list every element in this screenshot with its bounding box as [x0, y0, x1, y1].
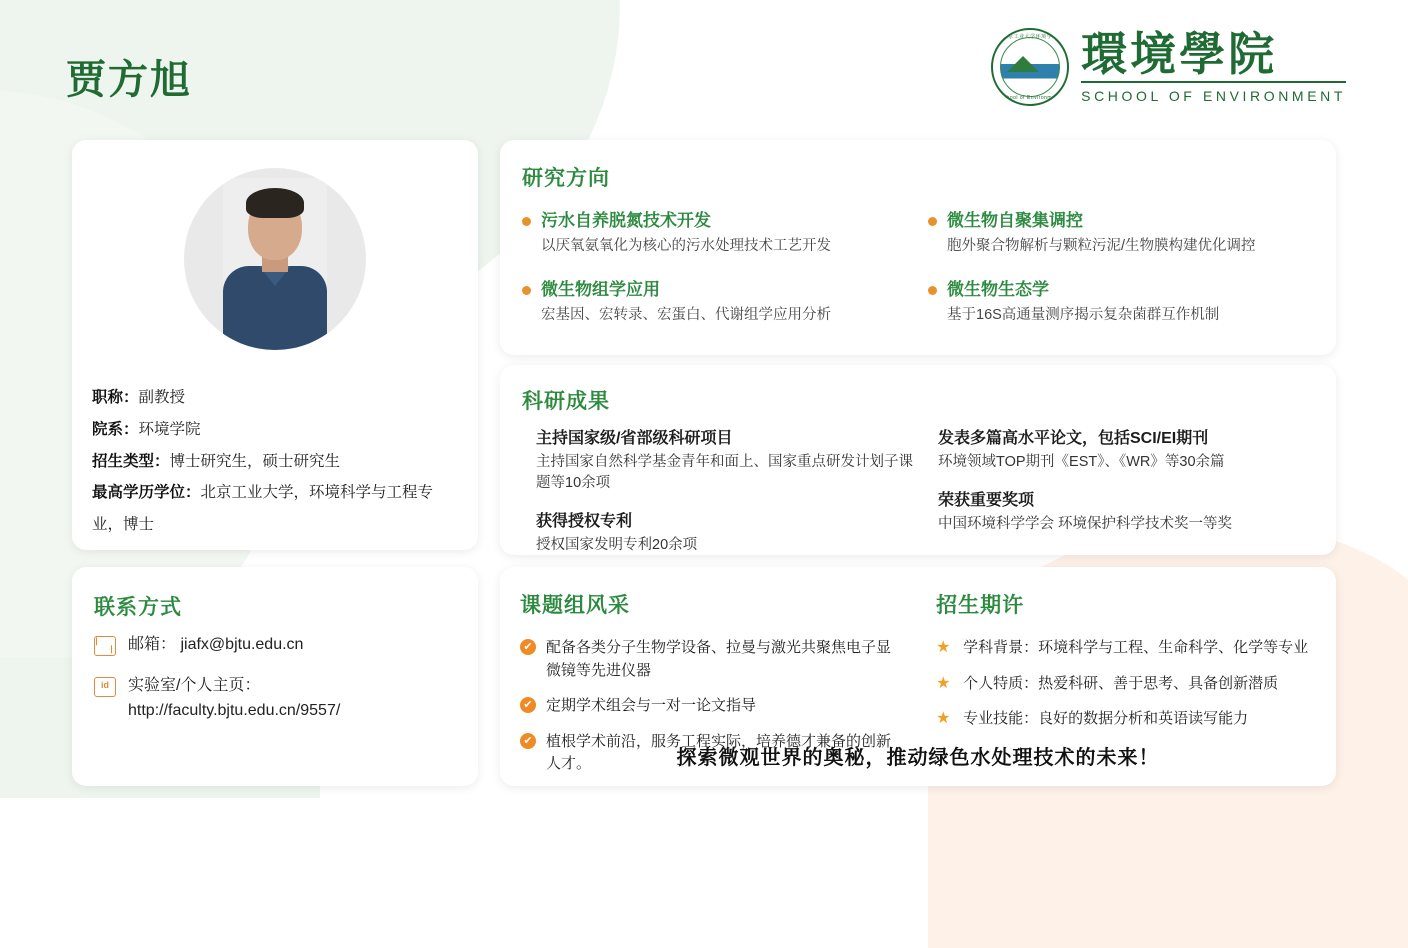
school-seal-icon — [991, 28, 1069, 106]
research-item-head — [522, 275, 910, 300]
research-item — [522, 275, 910, 327]
achievement-item — [938, 487, 1316, 535]
logo-english-name: SCHOOL OF ENVIRONMENT — [1081, 88, 1346, 104]
research-item-desc: 基于16S高通量测序揭示复杂菌群互作机制 — [947, 306, 1220, 323]
profile-label-education: 最高学历学位： — [92, 484, 201, 502]
profile-value-education: 北京工业大学，环境科学与工程专业，博士 — [92, 484, 434, 534]
contact-card-title: 联系方式 — [94, 596, 182, 619]
achievement-item — [536, 508, 914, 556]
mail-icon — [94, 636, 116, 656]
achievement-desc: 中国环境科学学会 环境保护科学技术奖一等奖 — [938, 516, 1233, 533]
expectation-item-text: 学科背景：环境科学与工程、生命科学、化学等专业 — [963, 639, 1309, 656]
research-item-name: 微生物生态学 — [947, 279, 1049, 299]
achievements-card — [500, 365, 1336, 555]
star-icon: ★ — [936, 674, 951, 692]
logo-text — [1081, 28, 1346, 104]
expectation-item — [936, 673, 1316, 696]
profile-label-title: 职称： — [92, 389, 139, 406]
research-item-name: 微生物组学应用 — [541, 279, 660, 299]
research-item-desc: 胞外聚合物解析与颗粒污泥/生物膜构建优化调控 — [947, 238, 1256, 254]
achievement-head: 荣获重要奖项 — [938, 492, 1035, 510]
research-item-desc: 宏基因、宏转录、宏蛋白、代谢组学应用分析 — [541, 306, 831, 323]
star-icon: ★ — [936, 639, 951, 656]
check-icon: ✔ — [520, 733, 536, 749]
expectation-item-text: 个人特质：热爱科研、善于思考、具备创新潜质 — [963, 674, 1279, 692]
profile-row-title — [92, 382, 464, 414]
profile-row-admission — [92, 446, 464, 478]
contact-email-text — [128, 633, 303, 658]
profile-value-department: 环境学院 — [138, 420, 201, 438]
school-logo — [991, 28, 1346, 106]
seal-top-text: 北京工业大学环境学院 — [1002, 34, 1058, 40]
team-item-text: 定期学术组会与一对一论文指导 — [546, 697, 757, 714]
team-item — [520, 637, 896, 682]
logo-divider — [1081, 81, 1346, 83]
contact-list — [94, 633, 462, 739]
page-title: 贾方旭 — [66, 58, 192, 102]
bullet-dot-icon — [522, 286, 531, 295]
research-item — [928, 206, 1316, 258]
profile-value-admission: 博士研究生，硕士研究生 — [169, 452, 341, 470]
research-directions-card — [500, 140, 1336, 355]
profile-row-education — [92, 477, 464, 541]
bullet-dot-icon — [928, 286, 937, 295]
research-card-title: 研究方向 — [522, 167, 610, 190]
team-item — [520, 695, 896, 718]
research-column-left — [522, 206, 910, 344]
check-icon: ✔ — [520, 697, 536, 713]
profile-row-department — [92, 414, 464, 446]
contact-homepage-text — [128, 674, 340, 724]
research-column-right — [928, 206, 1316, 344]
research-item — [522, 206, 910, 258]
homepage-icon: id — [94, 677, 116, 697]
slogan-text: 探索微观世界的奥秘，推动绿色水处理技术的未来！ — [676, 747, 1160, 769]
achievement-head: 发表多篇高水平论文，包括SCI/EI期刊 — [938, 430, 1209, 447]
achievements-columns — [536, 425, 1316, 570]
research-item-head — [928, 275, 1316, 300]
research-item-name: 污水自养脱氮技术开发 — [541, 211, 711, 230]
expectation-item-text: 专业技能：良好的数据分析和英语读写能力 — [963, 710, 1249, 727]
check-icon: ✔ — [520, 639, 536, 655]
team-item-text: 配备各类分子生物学设备、拉曼与激光共聚焦电子显微镜等先进仪器 — [546, 639, 892, 679]
star-icon: ★ — [936, 710, 951, 727]
research-columns — [522, 206, 1316, 344]
achievement-item — [536, 425, 914, 494]
page-header — [0, 0, 1408, 130]
contact-item-email — [94, 633, 462, 658]
profile-fields — [92, 382, 464, 541]
contact-homepage-value[interactable]: http://faculty.bjtu.edu.cn/9557/ — [128, 701, 341, 719]
contact-homepage-label: 实验室/个人主页： — [128, 676, 261, 694]
research-item-head — [522, 206, 910, 231]
team-and-expectations-card — [500, 567, 1336, 786]
achievement-item — [938, 425, 1316, 473]
achievements-card-title: 科研成果 — [522, 390, 610, 413]
achievement-head: 主持国家级/省部级科研项目 — [536, 430, 733, 447]
research-item-head — [928, 206, 1316, 231]
achievement-desc: 授权国家发明专利20余项 — [536, 537, 698, 554]
achievements-column-right — [938, 425, 1316, 570]
contact-card — [72, 567, 478, 786]
expectation-item — [936, 708, 1316, 731]
contact-item-homepage — [94, 674, 462, 724]
portrait-photo — [223, 178, 327, 350]
contact-email-value[interactable]: jiafx@bjtu.edu.cn — [180, 636, 304, 653]
bullet-dot-icon — [928, 217, 937, 226]
research-item-desc: 以厌氧氨氧化为核心的污水处理技术工艺开发 — [541, 238, 831, 254]
avatar — [184, 168, 366, 350]
expectation-item — [936, 637, 1316, 660]
contact-email-label: 邮箱： — [128, 636, 177, 653]
logo-chinese-name: 環境學院 — [1081, 28, 1278, 80]
expectations-card-title: 招生期许 — [936, 594, 1025, 617]
achievement-head: 获得授权专利 — [536, 513, 633, 531]
team-item-text: 植根学术前沿，服务工程实际，培养德才兼备的创新人才。 — [546, 732, 892, 772]
bullet-dot-icon — [522, 217, 531, 226]
seal-bottom-text: School of Environment — [999, 95, 1061, 101]
achievement-desc: 环境领域TOP期刊《EST》、《WR》等30余篇 — [938, 454, 1225, 470]
achievements-column-left — [536, 425, 914, 570]
research-item — [928, 275, 1316, 327]
profile-card — [72, 140, 478, 550]
achievement-desc: 主持国家自然科学基金青年和面上、国家重点研发计划子课题等10余项 — [536, 454, 913, 492]
research-item-name: 微生物自聚集调控 — [947, 211, 1083, 230]
profile-label-admission: 招生类型： — [92, 452, 170, 470]
team-card-title: 课题组风采 — [520, 594, 630, 617]
profile-label-department: 院系： — [92, 420, 139, 438]
profile-value-title: 副教授 — [138, 389, 186, 406]
